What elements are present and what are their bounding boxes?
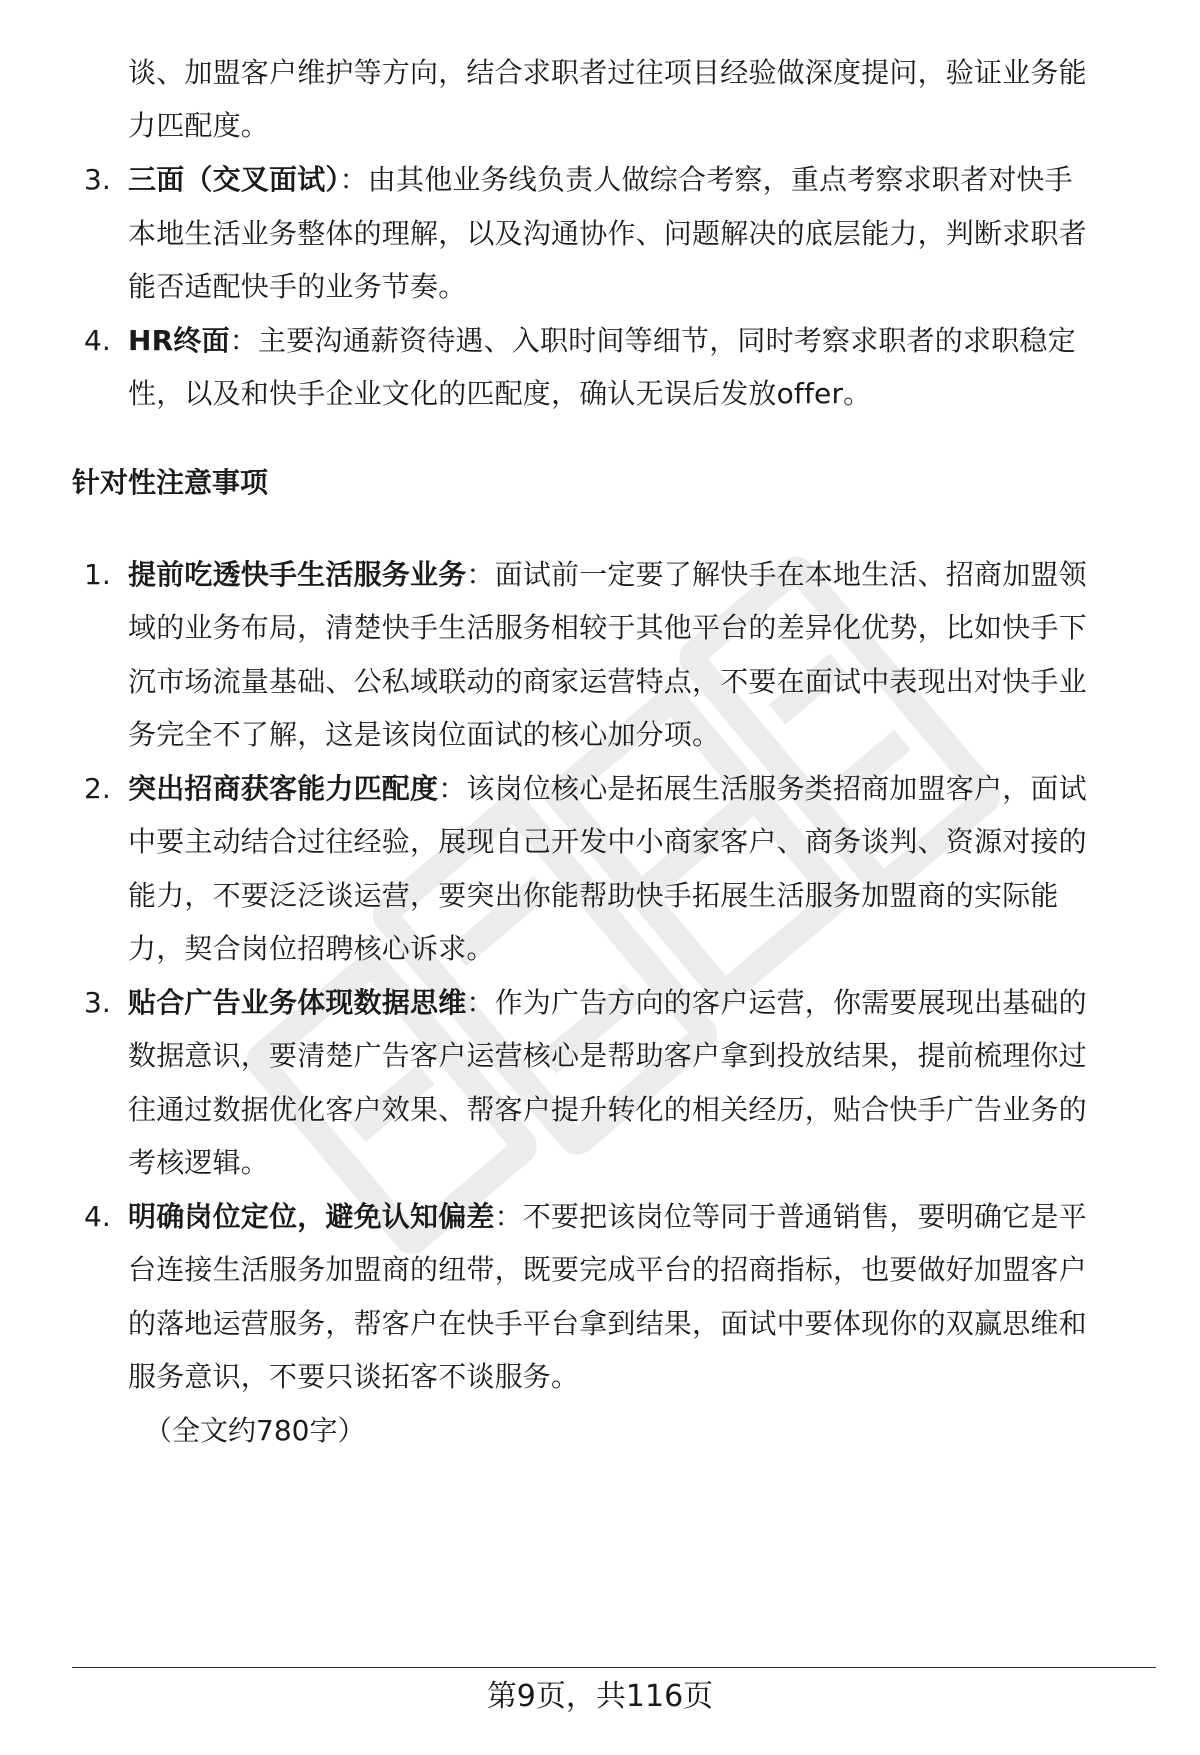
section-item2-number: 2. (84, 772, 111, 805)
section-item4-title: 明确岗位定位，避免认知偏差 (128, 1200, 495, 1233)
section-item4-number: 4. (84, 1200, 111, 1233)
process-item4-text: ：主要沟通薪资待遇、入职时间等细节，同时考察求职者的求职稳定 (229, 324, 1076, 357)
process-item2-line-1: 谈、加盟客户维护等方向，结合求职者过往项目经验做深度提问，验证业务能 (128, 56, 1087, 89)
process-item3-text: ：由其他业务线负责人做综合考察，重点考察求职者对快手 (339, 163, 1073, 196)
section-item1-line-3: 沉市场流量基础、公私域联动的商家运营特点，不要在面试中表现出对快手业 (128, 665, 1087, 698)
process-item3-line-2: 本地生活业务整体的理解，以及沟通协作、问题解决的底层能力，判断求职者 (128, 217, 1087, 250)
section-item2-line-1 (128, 769, 1087, 809)
section-item1-line-4: 务完全不了解，这是该岗位面试的核心加分项。 (128, 718, 721, 751)
section-item3-number: 3. (84, 986, 111, 1019)
section-item4-line-3: 的落地运营服务，帮客户在快手平台拿到结果，面试中要体现你的双赢思维和 (128, 1307, 1087, 1340)
section-item2-line-3: 能力，不要泛泛谈运营，要突出你能帮助快手拓展生活服务加盟商的实际能 (128, 879, 1059, 912)
section-item3-line-3: 往通过数据优化客户效果、帮客户提升转化的相关经历，贴合快手广告业务的 (128, 1093, 1087, 1126)
section-item1-text: ：面试前一定要了解快手在本地生活、招商加盟领 (466, 558, 1087, 591)
section-item2-line-2: 中要主动结合过往经验，展现自己开发中小商家客户、商务谈判、资源对接的 (128, 825, 1087, 858)
section-item3-line-4: 考核逻辑。 (128, 1146, 270, 1179)
section-item3-line-1 (128, 983, 1087, 1023)
section-item4-line-1 (128, 1197, 1087, 1237)
process-item3-line-1 (128, 160, 1073, 200)
section-item4-line-4: 服务意识，不要只谈拓客不谈服务。 (128, 1360, 580, 1393)
section-item1-title: 提前吃透快手生活服务业务 (128, 558, 467, 591)
footer-divider (72, 1667, 1156, 1668)
process-item4-number: 4. (84, 324, 111, 357)
page-number: 第9页，共116页 (486, 1679, 714, 1714)
section-item4-text: ：不要把该岗位等同于普通销售，要明确它是平 (494, 1200, 1087, 1233)
process-item3-number: 3. (84, 163, 111, 196)
section-item2-line-4: 力，契合岗位招聘核心诉求。 (128, 932, 495, 965)
section-heading: 针对性注意事项 (72, 466, 269, 499)
section-item2-title: 突出招商获客能力匹配度 (128, 772, 439, 805)
word-count-note: （全文约780字） (144, 1414, 366, 1447)
process-item4-line-1 (128, 321, 1076, 361)
process-item3-line-3: 能否适配快手的业务节奏。 (128, 270, 467, 303)
section-item1-number: 1. (84, 558, 111, 591)
section-item2-text: ：该岗位核心是拓展生活服务类招商加盟客户，面试 (438, 772, 1087, 805)
section-item1-line-1 (128, 555, 1087, 595)
process-item4-title: HR终面 (128, 324, 230, 357)
process-item3-title: 三面（交叉面试） (128, 163, 340, 196)
process-item4-line-2: 性，以及和快手企业文化的匹配度，确认无误后发放offer。 (128, 377, 872, 410)
section-item4-line-2: 台连接生活服务加盟商的纽带，既要完成平台的招商指标，也要做好加盟客户 (128, 1253, 1087, 1286)
section-item1-line-2: 域的业务布局，清楚快手生活服务相较于其他平台的差异化优势，比如快手下 (128, 611, 1087, 644)
section-item3-line-2: 数据意识，要清楚广告客户运营核心是帮助客户拿到投放结果，提前梳理你过 (128, 1039, 1087, 1072)
process-item2-line-2: 力匹配度。 (128, 109, 270, 142)
section-item3-title: 贴合广告业务体现数据思维 (128, 986, 467, 1019)
section-item3-text: ：作为广告方向的客户运营，你需要展现出基础的 (466, 986, 1087, 1019)
